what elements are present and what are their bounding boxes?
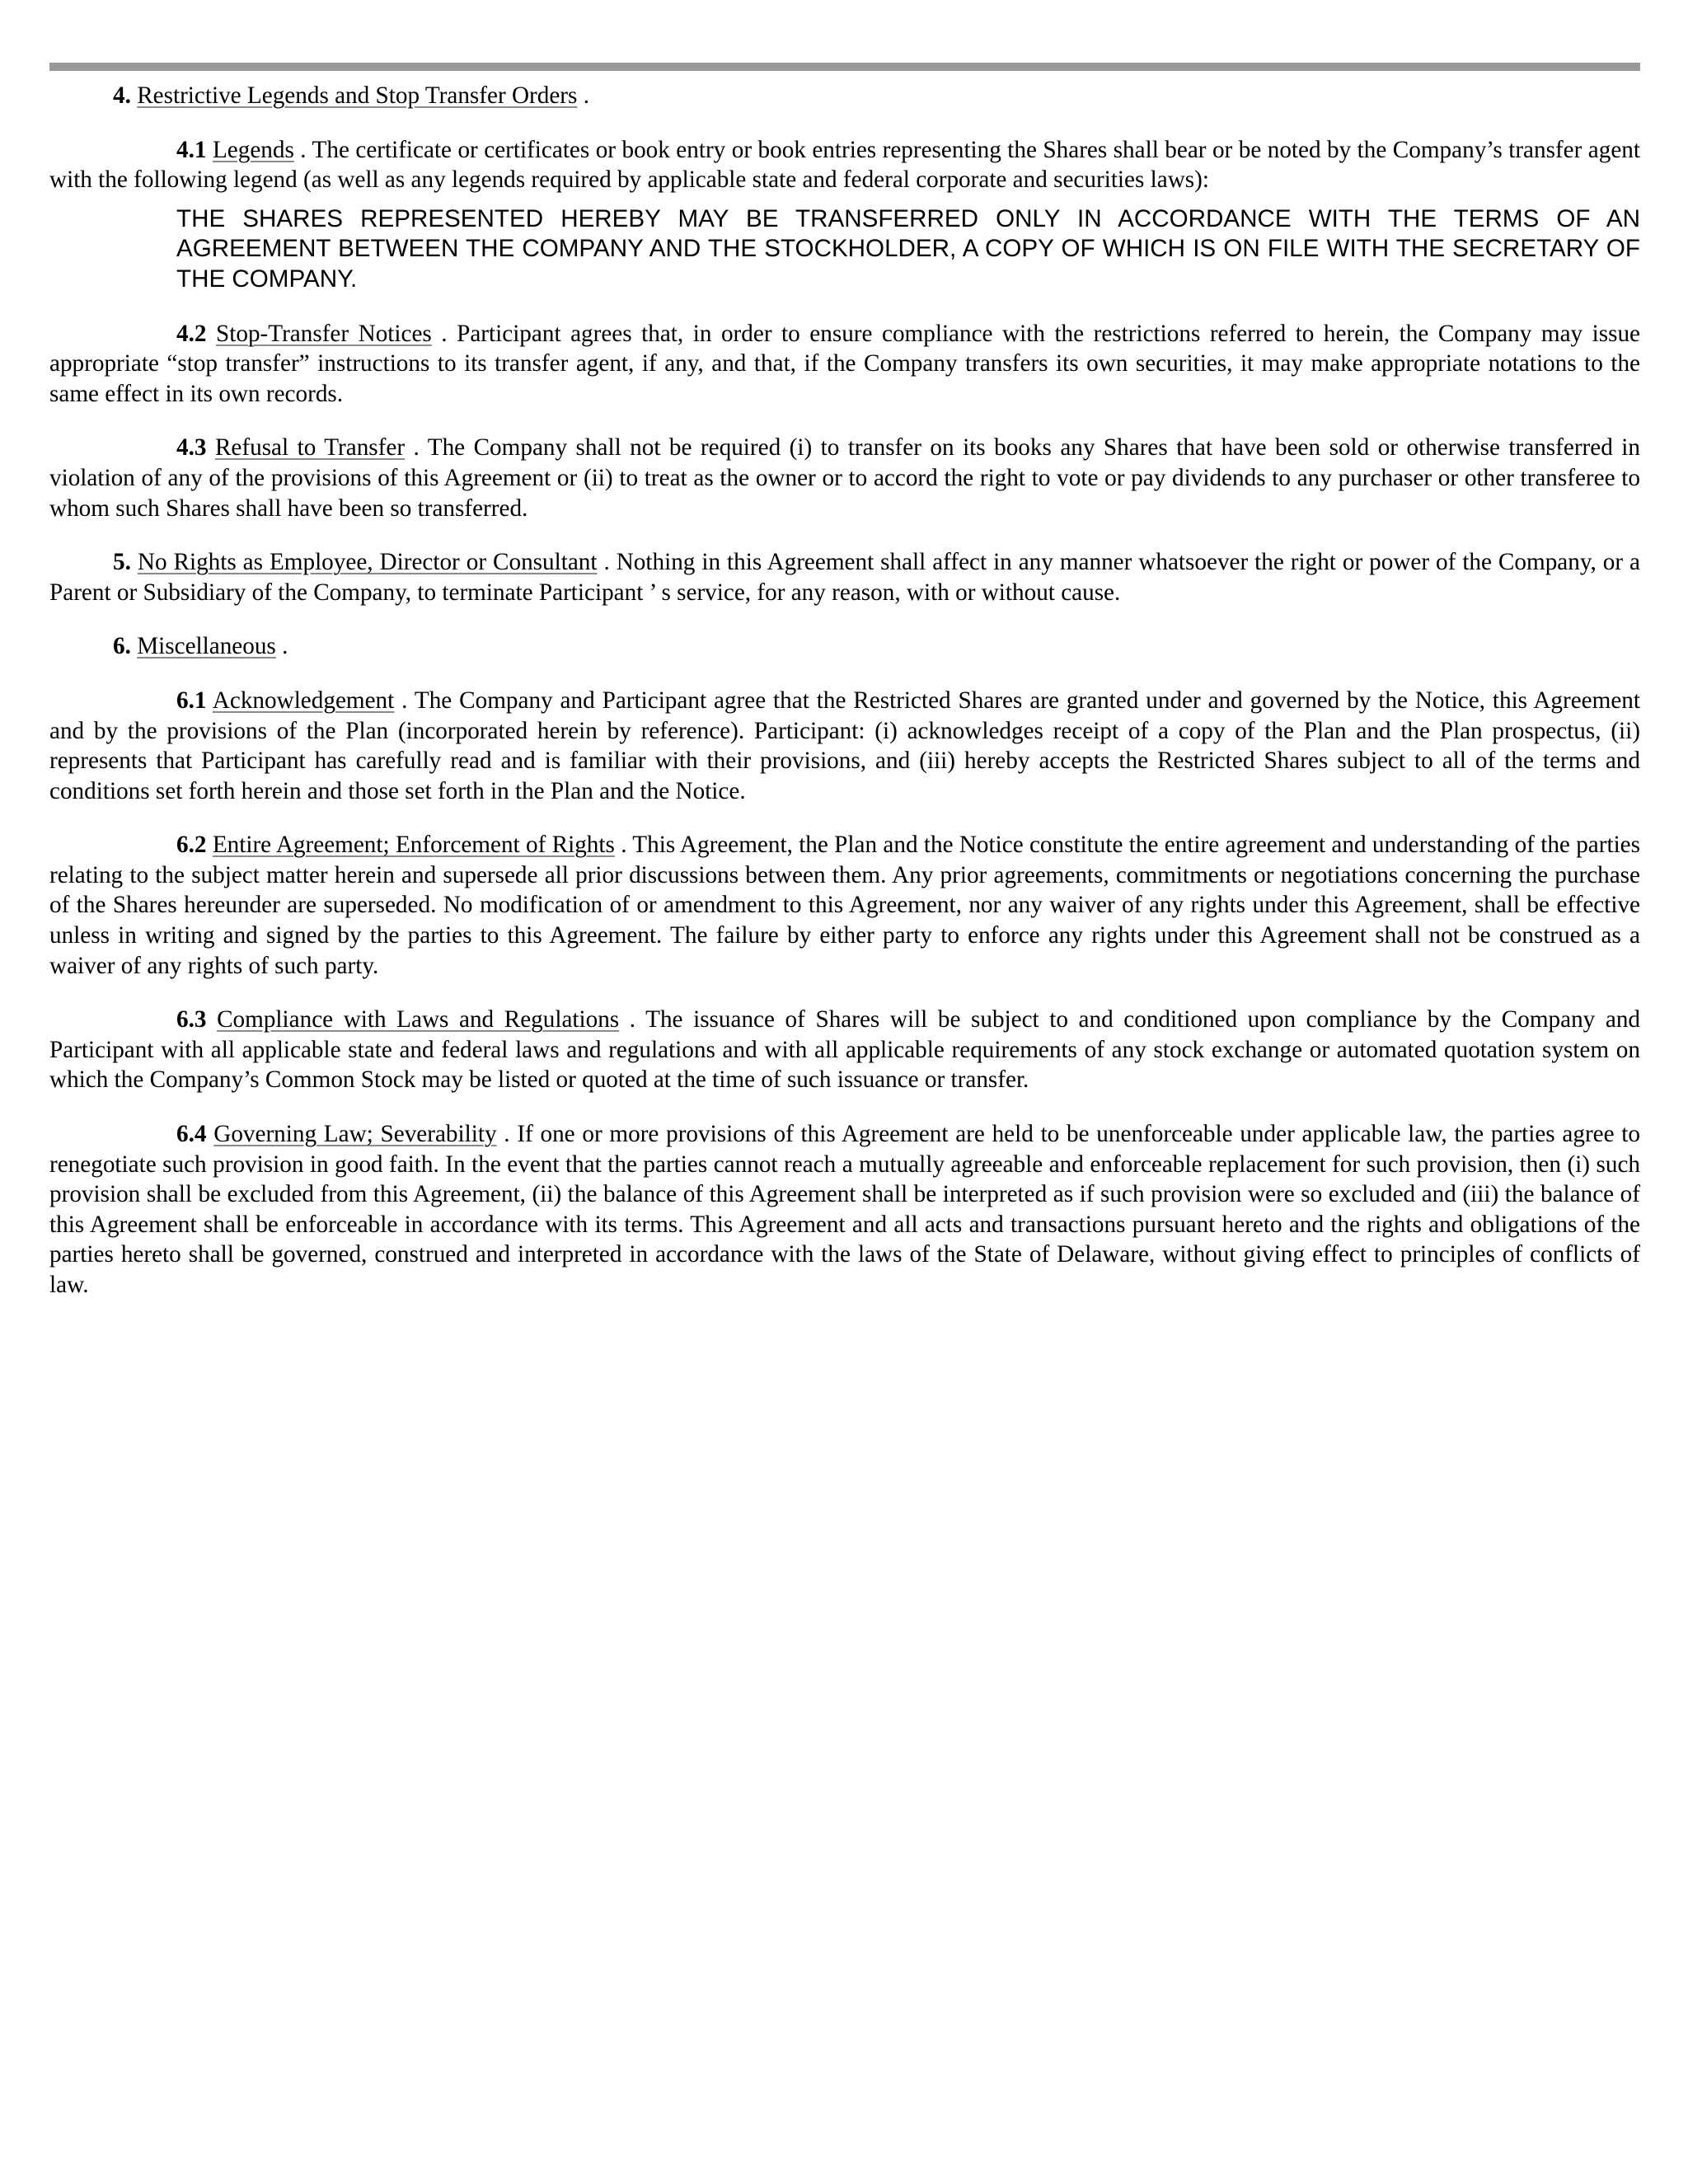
section-tail: .	[577, 82, 589, 109]
section-number: 4.2	[176, 320, 207, 347]
section-heading: Restrictive Legends and Stop Transfer Orders	[137, 82, 578, 109]
section-6-2	[49, 830, 1640, 981]
section-heading: Legends	[212, 136, 294, 163]
section-heading: No Rights as Employee, Director or Consultant	[137, 549, 598, 576]
section-body: . Nothing in this Agreement shall affect in any manner whatsoever the right or power of the Company, or a Parent or Subsidiary of the Company, to terminate Participant ’ s service, for any reason, with or without cause.	[49, 549, 1641, 606]
section-6-1	[49, 686, 1640, 806]
section-number: 4.	[113, 82, 131, 109]
section-heading: Acknowledgement	[212, 687, 395, 714]
section-heading: Miscellaneous	[137, 633, 276, 660]
section-number: 6.4	[176, 1121, 207, 1148]
section-4-1	[49, 135, 1640, 195]
top-divider	[49, 63, 1640, 71]
section-4-3	[49, 433, 1640, 523]
section-number: 4.1	[176, 136, 207, 163]
section-number: 6.2	[176, 832, 207, 859]
section-heading: Stop-Transfer Notices	[216, 320, 432, 347]
section-body: . The issuance of Shares will be subject to and conditioned upon compliance by the Company and Participant with all applicable state and federal laws and regulations and with all applicable requirements of any stock exchange or automated quotation system on which the Company’s Common Stock may be listed or quoted at the time of such issuance or transfer.	[49, 1006, 1641, 1094]
section-number: 6.1	[176, 687, 207, 714]
section-6-4	[49, 1119, 1640, 1301]
section-heading: Compliance with Laws and Regulations	[217, 1006, 620, 1033]
section-body: . The Company and Participant agree that the Restricted Shares are granted under and governed by the Notice, this Agreement and by the provisions of the Plan (incorporated herein by reference). Participant: (i) acknowledges receipt of a copy of the Plan and the Plan prospectus, (ii) represents that Participant has carefully read and is familiar with their provisions, and (iii) hereby accepts the Restricted Shares subject to all of the terms and conditions set forth herein and those set forth in the Plan and the Notice.	[49, 687, 1640, 804]
section-heading: Entire Agreement; Enforcement of Rights	[212, 832, 615, 859]
section-heading: Governing Law; Severability	[213, 1121, 497, 1148]
section-5	[49, 547, 1640, 607]
section-6-3	[49, 1005, 1640, 1095]
document-body	[49, 81, 1640, 1324]
section-body: . Participant agrees that, in order to ensure compliance with the restrictions referred to herein, the Company may issue appropriate “stop transfer” instructions to its transfer agent, if any, and that, if the Company transfers its own securities, it may make appropriate notations to the same effect in its own records.	[49, 320, 1641, 407]
section-number: 6.3	[176, 1006, 207, 1033]
section-body: . This Agreement, the Plan and the Notice constitute the entire agreement and understanding of the parties relating to the subject matter herein and supersede all prior discussions between them. Any prior agreements, commitments or negotiations concerning the purchase of the Shares hereunder are superseded. No modification of or amendment to this Agreement, nor any waiver of any rights under this Agreement, shall be effective unless in writing and signed by the parties to this Agreement. The failure by either party to enforce any rights under this Agreement shall not be construed as a waiver of any rights of such party.	[49, 832, 1640, 979]
section-heading: Refusal to Transfer	[214, 434, 406, 462]
section-body: . If one or more provisions of this Agreement are held to be unenforceable under applicable law, the parties agree to renegotiate such provision in good faith. In the event that the parties cannot reach a mutually agreeable and enforceable replacement for such provision, then (i) such provision shall be excluded from this Agreement, (ii) the balance of this Agreement shall be interpreted as if such provision were so excluded and (iii) the balance of this Agreement shall be enforceable in accordance with its terms. This Agreement and all acts and transactions pursuant hereto and the rights and obligations of the parties hereto shall be governed, construed and interpreted in accordance with the laws of the State of Delaware, without giving effect to principles of conflicts of law.	[49, 1121, 1641, 1298]
section-6	[49, 631, 1640, 662]
section-4-2	[49, 319, 1640, 410]
legend-text: THE SHARES REPRESENTED HEREBY MAY BE TRANSFERRED ONLY IN ACCORDANCE WITH THE TERMS OF AN AGREEMENT BETWEEN THE COMPANY AND THE STOCKHOLDER, A COPY OF WHICH IS ON FILE WITH THE SECRETARY OF THE COMPANY.	[176, 204, 1640, 293]
section-body: . The certificate or certificates or book entry or book entries representing the Shares shall bear or be noted by the Company’s transfer agent with the following legend (as well as any legends required by applicable state and federal corporate and securities laws):	[49, 136, 1641, 194]
section-number: 6.	[113, 633, 131, 660]
section-tail: .	[275, 633, 288, 660]
section-number: 4.3	[176, 434, 207, 462]
section-number: 5.	[113, 549, 131, 576]
section-body: . The Company shall not be required (i) to transfer on its books any Shares that have been sold or otherwise transferred in violation of any of the provisions of this Agreement or (ii) to treat as the owner or to accord the right to vote or pay dividends to any purchaser or other transferee to whom such Shares shall have been so transferred.	[49, 434, 1640, 522]
section-4	[49, 81, 1640, 111]
